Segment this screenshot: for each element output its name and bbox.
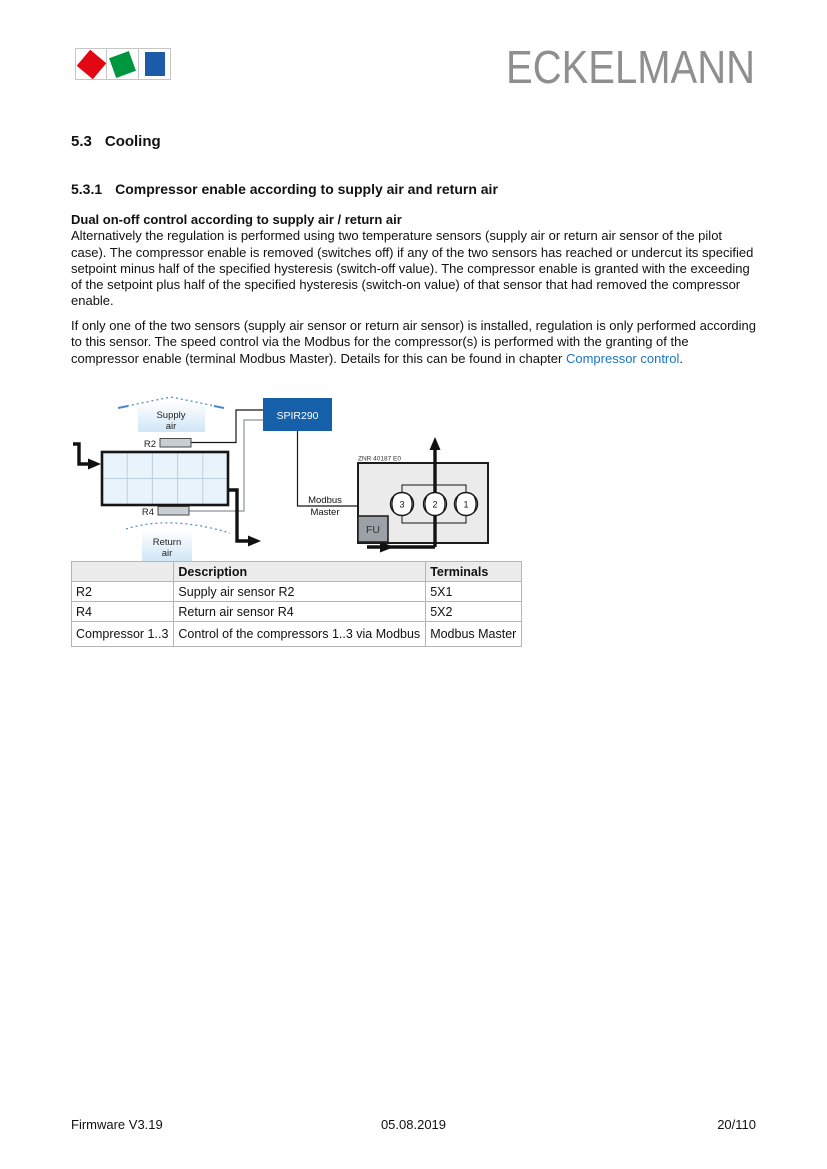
footer-firmware: Firmware V3.19 [71, 1117, 163, 1132]
footer-page-number: 20/110 [717, 1117, 756, 1132]
supply-chevron-left-tick [118, 406, 128, 408]
section-heading [71, 133, 161, 150]
return-air-label-line2: air [161, 548, 173, 559]
outlet-pipe [228, 490, 248, 541]
brand-wordmark: ECKELMANN [506, 42, 755, 94]
cell-description: Control of the compressors 1..3 via Modbus [174, 622, 426, 647]
header-empty [72, 562, 174, 582]
section-number: 5.3 [71, 133, 92, 150]
modbus-label-line1: Modbus [308, 495, 342, 506]
cell-description: Return air sensor R4 [174, 602, 426, 622]
green-square-icon [109, 51, 136, 78]
return-air-label-line1: Return [152, 537, 182, 548]
paragraph-body: Alternatively the regulation is performed using two temperature sensors (supply air or return air sensor of the pilot case). The compressor enable is removed (switches off) if any of the two sensors has reached or undercut its specified setpoint minus half of the specified hysteresis (switch-off value). The compressor enable is granted with the exceeding of the setpoint plus half of the specified hysteresis (switch-on value) of that sensor that had removed the compressor enable. [71, 228, 754, 309]
modbus-label-line2: Master [310, 507, 340, 518]
cell-name: R4 [72, 602, 174, 622]
red-diamond-icon [76, 49, 106, 79]
fu-label: FU [366, 524, 380, 536]
cell-terminal: 5X2 [426, 602, 522, 622]
footer-date: 05.08.2019 [380, 1117, 447, 1132]
header-terminals: Terminals [426, 562, 522, 582]
subsection-heading [71, 181, 498, 197]
compressor-2 [424, 493, 447, 516]
r4-label: R4 [141, 507, 154, 518]
subsection-title: Compressor enable according to supply air and return air [115, 181, 498, 197]
supply-chevron-right-tick [214, 406, 224, 408]
subsection-number: 5.3.1 [71, 181, 103, 197]
eckelmann-logo [75, 48, 171, 80]
cell-terminal: Modbus Master [426, 622, 522, 647]
table-row [72, 622, 522, 647]
terminals-table [71, 561, 522, 647]
pack-drawing-number: ZNR 40187 E0 [358, 455, 401, 463]
logo-cell-blue [139, 48, 171, 80]
cooling-schematic-diagram [70, 392, 490, 564]
cell-name: R2 [72, 582, 174, 602]
compressor-number: 1 [463, 499, 469, 510]
cell-description: Supply air sensor R2 [174, 582, 426, 602]
logo-cell-green [107, 48, 139, 80]
table-row [72, 582, 522, 602]
compressor-3 [391, 493, 414, 516]
compressor-1 [455, 493, 478, 516]
r2-sensor-icon [160, 439, 191, 448]
paragraph-title: Dual on-off control according to supply air / return air [71, 212, 402, 227]
supply-air-label-line2: air [165, 421, 177, 432]
compressor-number: 2 [432, 499, 438, 510]
paragraph-single-sensor [71, 318, 758, 367]
r2-label: R2 [143, 439, 156, 450]
compressor-number: 3 [399, 499, 405, 510]
pack-up-arrow-icon [430, 437, 441, 450]
table-row [72, 602, 522, 622]
header-description: Description [174, 562, 426, 582]
schematic-svg [70, 392, 490, 564]
section-title: Cooling [104, 133, 161, 150]
outlet-arrow-icon [248, 536, 261, 547]
paragraph-dual-control [71, 212, 758, 310]
sentence-period: . [679, 350, 684, 366]
table-header-row [72, 562, 522, 582]
inlet-arrow-icon [88, 459, 101, 470]
spir290-label: SPIR290 [276, 410, 319, 422]
cell-name: Compressor 1..3 [72, 622, 174, 647]
blue-square-icon [145, 52, 165, 76]
cell-terminal: 5X1 [426, 582, 522, 602]
inlet-pipe [73, 444, 89, 464]
r4-sensor-icon [158, 507, 189, 516]
paragraph-body: If only one of the two sensors (supply air sensor or return air sensor) is installed, regulation is only performed according to this sensor. The speed control via the Modbus for the compressor(s) is performed with the granting of the compressor enable (terminal Modbus Master). Details for this can be found in chapter [71, 318, 756, 366]
supply-air-label-line1: Supply [156, 410, 186, 421]
logo-cell-red [75, 48, 107, 80]
compressor-control-link[interactable]: Compressor control [565, 350, 680, 366]
